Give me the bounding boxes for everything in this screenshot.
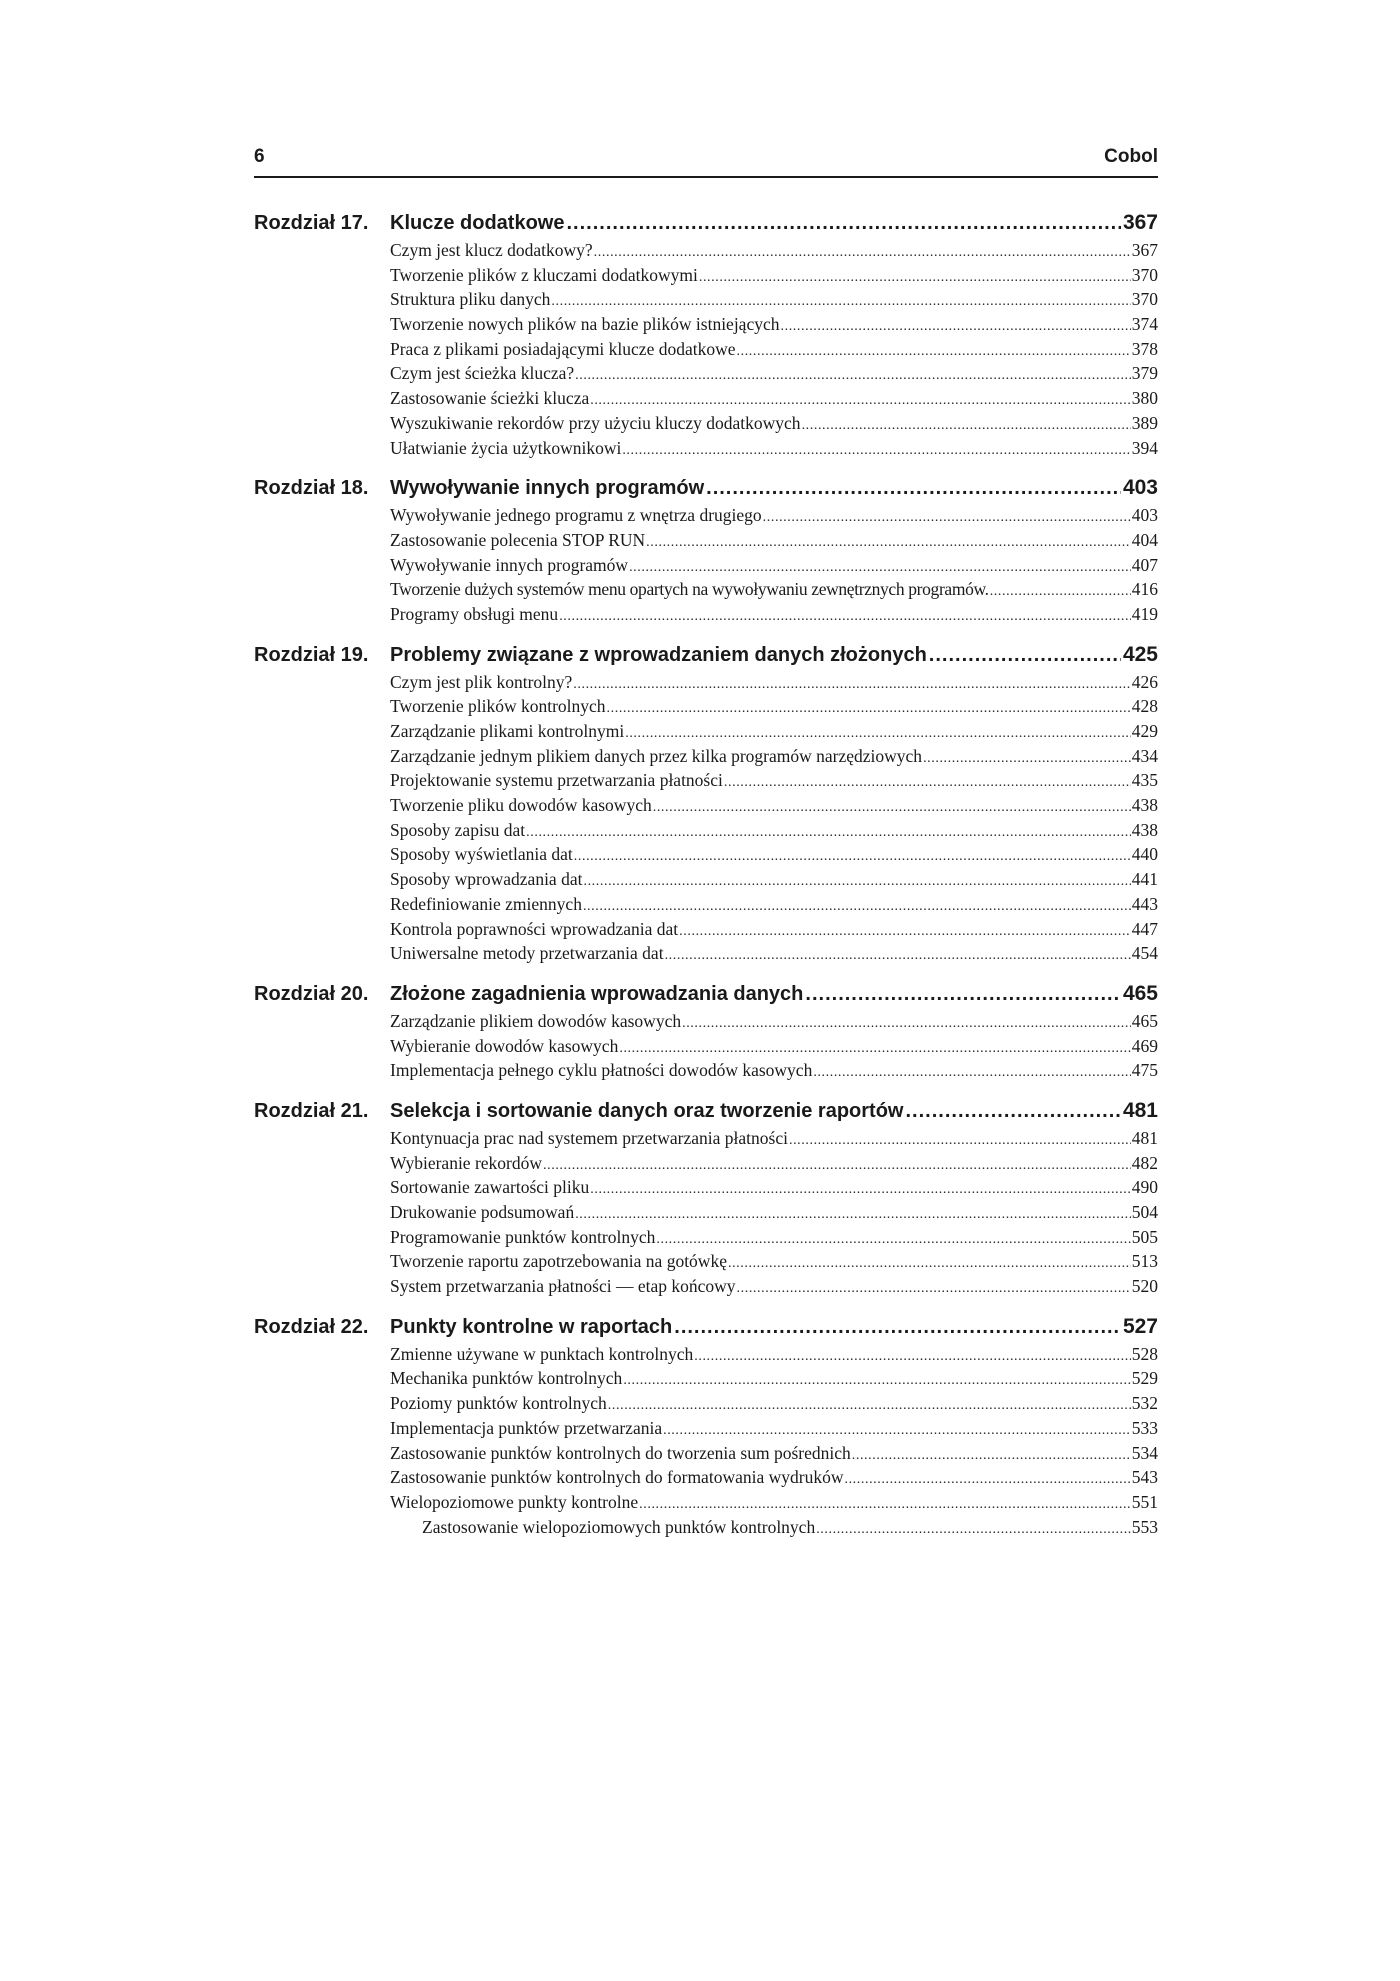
toc-entry[interactable] xyxy=(254,1342,1158,1367)
entry-page-number: 504 xyxy=(1131,1202,1158,1222)
entry-title: Wybieranie dowodów kasowych xyxy=(390,1035,619,1056)
entry-page-number: 389 xyxy=(1131,412,1158,433)
toc-entry[interactable] xyxy=(254,361,1158,386)
dot-leader xyxy=(674,1312,1121,1342)
entry-page-number: 505 xyxy=(1131,1226,1158,1247)
toc-entry[interactable] xyxy=(254,1391,1158,1416)
dot-leader xyxy=(590,1178,1130,1203)
dot-leader xyxy=(805,979,1121,1009)
entry-page-number: 378 xyxy=(1131,338,1158,359)
chapter-heading[interactable] xyxy=(254,640,1158,670)
entry-title: Tworzenie dużych systemów menu opartych na wywoływaniu zewnętrznych programów. xyxy=(390,579,989,600)
toc-entry[interactable] xyxy=(254,1465,1158,1490)
entry-page-number: 435 xyxy=(1131,770,1158,791)
entry-title: Zarządzanie plikiem dowodów kasowych xyxy=(390,1010,682,1031)
dot-leader xyxy=(575,364,1131,389)
chapter-page-number: 465 xyxy=(1122,981,1158,1005)
entry-title: Tworzenie plików kontrolnych xyxy=(390,696,606,717)
entry-page-number: 416 xyxy=(1131,579,1158,600)
entry-title: Programowanie punktów kontrolnych xyxy=(390,1226,656,1247)
toc-entry[interactable] xyxy=(254,337,1158,362)
dot-leader xyxy=(813,1061,1130,1086)
chapter-heading[interactable] xyxy=(254,208,1158,238)
toc-entry[interactable] xyxy=(254,1151,1158,1176)
entry-title: Tworzenie plików z kluczami dodatkowymi xyxy=(390,264,698,285)
toc-entry[interactable] xyxy=(254,1515,1158,1540)
entry-title: Tworzenie pliku dowodów kasowych xyxy=(390,795,652,816)
entry-title: Drukowanie podsumowań xyxy=(390,1202,575,1222)
entry-title: Tworzenie raportu zapotrzebowania na gotówkę xyxy=(390,1251,727,1272)
entry-title: Wywoływanie jednego programu z wnętrza drugiego xyxy=(390,505,762,526)
chapter-section xyxy=(254,1096,1158,1299)
entry-page-number: 443 xyxy=(1131,893,1158,914)
dot-leader xyxy=(929,640,1121,670)
entry-page-number: 434 xyxy=(1131,745,1158,766)
entry-title: Zmienne używane w punktach kontrolnych xyxy=(390,1343,694,1364)
dot-leader xyxy=(699,266,1131,291)
chapter-label: Rozdział 20. xyxy=(254,982,369,1005)
entry-title: Sposoby wprowadzania dat xyxy=(390,869,583,890)
entry-title: Wybieranie rekordów xyxy=(390,1152,543,1173)
entry-page-number: 379 xyxy=(1131,363,1158,384)
dot-leader xyxy=(623,1369,1130,1394)
entry-page-number: 374 xyxy=(1131,314,1158,335)
entry-title: Implementacja punktów przetwarzania xyxy=(390,1417,663,1438)
chapter-section xyxy=(254,979,1158,1083)
dot-leader xyxy=(679,920,1131,945)
chapter-section xyxy=(254,640,1158,966)
toc-entry[interactable] xyxy=(254,411,1158,436)
dot-leader xyxy=(608,1394,1131,1419)
entry-title: Uniwersalne metody przetwarzania dat xyxy=(390,943,664,964)
dot-leader xyxy=(694,1345,1131,1370)
toc-entry[interactable] xyxy=(254,670,1158,695)
entry-page-number: 370 xyxy=(1131,264,1158,285)
chapter-title: Punkty kontrolne w raportach xyxy=(390,1315,673,1338)
dot-leader xyxy=(622,439,1130,464)
entry-title: Zastosowanie wielopoziomowych punktów kontrolnych xyxy=(422,1516,816,1537)
entry-page-number: 419 xyxy=(1131,603,1158,624)
toc-entry[interactable] xyxy=(254,719,1158,744)
entry-title: System przetwarzania płatności — etap końcowy xyxy=(390,1276,736,1297)
dot-leader xyxy=(526,821,1131,846)
toc-entry[interactable] xyxy=(254,1225,1158,1250)
chapter-section xyxy=(254,208,1158,460)
entry-page-number: 482 xyxy=(1131,1152,1158,1173)
entry-page-number: 490 xyxy=(1131,1177,1158,1198)
entry-page-number: 407 xyxy=(1131,554,1158,575)
entry-page-number: 428 xyxy=(1131,696,1158,717)
toc-entry[interactable] xyxy=(254,1034,1158,1059)
chapter-title: Problemy związane z wprowadzaniem danych złożonych xyxy=(390,643,927,666)
dot-leader xyxy=(763,506,1131,531)
entry-title: Czym jest plik kontrolny? xyxy=(390,671,573,692)
dot-leader xyxy=(583,870,1130,895)
chapter-page-number: 403 xyxy=(1122,476,1158,500)
dot-leader xyxy=(990,580,1131,605)
entry-title: Czym jest ścieżka klucza? xyxy=(390,363,575,384)
dot-leader xyxy=(646,531,1131,556)
toc-entry[interactable] xyxy=(254,793,1158,818)
dot-leader xyxy=(737,340,1131,365)
entry-title: Sposoby zapisu dat xyxy=(390,819,526,840)
toc-entry[interactable] xyxy=(254,892,1158,917)
entry-page-number: 469 xyxy=(1131,1035,1158,1056)
dot-leader xyxy=(665,944,1131,969)
chapter-label: Rozdział 18. xyxy=(254,477,369,500)
chapter-label: Rozdział 19. xyxy=(254,643,369,666)
toc-entry[interactable] xyxy=(254,312,1158,337)
entry-page-number: 429 xyxy=(1131,721,1158,741)
entry-page-number: 441 xyxy=(1131,869,1158,890)
chapter-section xyxy=(254,473,1158,626)
entry-page-number: 513 xyxy=(1131,1251,1158,1272)
entry-title: Tworzenie nowych plików na bazie plików istniejących xyxy=(390,314,780,335)
chapter-heading[interactable] xyxy=(254,979,1158,1009)
chapter-title: Złożone zagadnienia wprowadzania danych xyxy=(390,982,804,1005)
chapter-label: Rozdział 17. xyxy=(254,212,369,234)
dot-leader xyxy=(682,1012,1131,1037)
dot-leader xyxy=(656,1228,1130,1253)
toc-entry[interactable] xyxy=(254,602,1158,627)
book-title: Cobol xyxy=(1104,146,1158,167)
entry-title: Praca z plikami posiadającymi klucze dodatkowe xyxy=(390,338,736,359)
chapter-label: Rozdział 22. xyxy=(254,1315,369,1338)
toc-entry[interactable] xyxy=(254,528,1158,553)
dot-leader xyxy=(737,1277,1131,1302)
running-header xyxy=(254,146,1158,178)
entry-title: Redefiniowanie zmiennych xyxy=(390,893,582,914)
toc-entry[interactable] xyxy=(254,1441,1158,1466)
toc-entry[interactable] xyxy=(254,577,1158,602)
chapter-title: Selekcja i sortowanie danych oraz tworzenie raportów xyxy=(390,1099,904,1122)
entry-page-number: 528 xyxy=(1131,1343,1158,1364)
dot-leader xyxy=(566,208,1120,238)
dot-leader xyxy=(706,473,1121,503)
toc-entry[interactable] xyxy=(254,744,1158,769)
entry-page-number: 380 xyxy=(1131,388,1158,409)
toc-entry[interactable] xyxy=(254,553,1158,578)
dot-leader xyxy=(724,771,1131,796)
dot-leader xyxy=(607,697,1131,722)
entry-title: Kontrola poprawności wprowadzania dat xyxy=(390,918,679,939)
toc-entry[interactable] xyxy=(254,1058,1158,1083)
entry-page-number: 426 xyxy=(1131,671,1158,692)
chapter-heading[interactable] xyxy=(254,473,1158,503)
toc-entry[interactable] xyxy=(254,386,1158,411)
chapter-heading[interactable] xyxy=(254,1096,1158,1126)
dot-leader xyxy=(575,1203,1131,1228)
dot-leader xyxy=(789,1129,1131,1154)
entry-title: Wielopoziomowe punkty kontrolne xyxy=(390,1491,639,1512)
entry-title: Zastosowanie polecenia STOP RUN xyxy=(390,529,646,550)
chapter-heading[interactable] xyxy=(254,1312,1158,1342)
toc-entry[interactable] xyxy=(254,287,1158,312)
dot-leader xyxy=(543,1154,1131,1179)
chapter-page-number: 481 xyxy=(1122,1098,1158,1122)
toc-entry[interactable] xyxy=(254,694,1158,719)
entry-title: Implementacja pełnego cyklu płatności dowodów kasowych xyxy=(390,1060,813,1081)
entry-page-number: 438 xyxy=(1131,819,1158,840)
toc-entry[interactable] xyxy=(254,917,1158,942)
entry-title: Struktura pliku danych xyxy=(390,289,551,310)
toc-entry[interactable] xyxy=(254,941,1158,966)
entry-page-number: 520 xyxy=(1131,1276,1158,1297)
entry-title: Wyszukiwanie rekordów przy użyciu kluczy dodatkowych xyxy=(390,412,801,433)
table-of-contents xyxy=(254,208,1158,1552)
dot-leader xyxy=(781,315,1131,340)
toc-entry[interactable] xyxy=(254,263,1158,288)
entry-page-number: 465 xyxy=(1131,1010,1158,1031)
entry-title: Czym jest klucz dodatkowy? xyxy=(390,240,593,260)
entry-page-number: 553 xyxy=(1131,1516,1158,1537)
entry-title: Projektowanie systemu przetwarzania płatności xyxy=(390,770,723,791)
toc-entry[interactable] xyxy=(254,867,1158,892)
dot-leader xyxy=(844,1468,1130,1493)
entry-page-number: 447 xyxy=(1131,918,1158,939)
toc-entry[interactable] xyxy=(254,1126,1158,1151)
toc-entry[interactable] xyxy=(254,1366,1158,1391)
toc-entry[interactable] xyxy=(254,238,1158,263)
toc-entry[interactable] xyxy=(254,1416,1158,1441)
entry-page-number: 403 xyxy=(1131,505,1158,526)
entry-title: Sortowanie zawartości pliku xyxy=(390,1177,590,1198)
entry-title: Sposoby wyświetlania dat xyxy=(390,844,573,865)
dot-leader xyxy=(728,1252,1131,1277)
entry-title: Zastosowanie punktów kontrolnych do tworzenia sum pośrednich xyxy=(390,1442,851,1463)
toc-entry[interactable] xyxy=(254,768,1158,793)
entry-page-number: 394 xyxy=(1131,437,1158,458)
dot-leader xyxy=(559,605,1131,630)
entry-page-number: 529 xyxy=(1131,1368,1158,1389)
toc-entry[interactable] xyxy=(254,818,1158,843)
page-number: 6 xyxy=(254,146,265,167)
toc-entry[interactable] xyxy=(254,842,1158,867)
dot-leader xyxy=(852,1444,1131,1469)
entry-title: Mechanika punktów kontrolnych xyxy=(390,1368,623,1389)
entry-page-number: 532 xyxy=(1131,1393,1158,1414)
entry-page-number: 367 xyxy=(1131,240,1158,260)
entry-title: Zastosowanie ścieżki klucza xyxy=(390,388,590,409)
toc-entry[interactable] xyxy=(254,503,1158,528)
toc-entry[interactable] xyxy=(254,1200,1158,1225)
entry-page-number: 475 xyxy=(1131,1060,1158,1081)
dot-leader xyxy=(816,1518,1131,1543)
toc-entry[interactable] xyxy=(254,1009,1158,1034)
entry-page-number: 404 xyxy=(1131,529,1158,550)
entry-page-number: 454 xyxy=(1131,943,1158,964)
toc-entry[interactable] xyxy=(254,1274,1158,1299)
entry-page-number: 551 xyxy=(1131,1491,1158,1512)
entry-title: Zastosowanie punktów kontrolnych do formatowania wydruków xyxy=(390,1467,844,1488)
entry-page-number: 370 xyxy=(1131,289,1158,310)
entry-title: Wywoływanie innych programów xyxy=(390,554,629,575)
dot-leader xyxy=(802,414,1131,439)
entry-page-number: 481 xyxy=(1131,1127,1158,1148)
dot-leader xyxy=(905,1096,1120,1126)
toc-entry[interactable] xyxy=(254,1175,1158,1200)
entry-title: Programy obsługi menu xyxy=(390,603,559,624)
entry-page-number: 533 xyxy=(1131,1417,1158,1438)
chapter-title: Wywoływanie innych programów xyxy=(390,477,705,500)
entry-title: Ułatwianie życia użytkownikowi xyxy=(390,437,622,458)
chapter-label: Rozdział 21. xyxy=(254,1099,369,1122)
entry-page-number: 543 xyxy=(1131,1467,1158,1488)
entry-title: Zarządzanie jednym plikiem danych przez kilka programów narzędziowych xyxy=(390,745,923,766)
entry-page-number: 534 xyxy=(1131,1442,1158,1463)
toc-entry[interactable] xyxy=(254,436,1158,461)
chapter-page-number: 425 xyxy=(1122,642,1158,666)
dot-leader xyxy=(923,747,1131,772)
toc-entry[interactable] xyxy=(254,1490,1158,1515)
toc-entry[interactable] xyxy=(254,1249,1158,1274)
entry-title: Zarządzanie plikami kontrolnymi xyxy=(390,721,625,741)
dot-leader xyxy=(653,796,1131,821)
chapter-title: Klucze dodatkowe xyxy=(390,212,565,234)
dot-leader xyxy=(573,673,1130,698)
chapter-page-number: 367 xyxy=(1122,211,1158,234)
entry-page-number: 438 xyxy=(1131,795,1158,816)
chapter-section xyxy=(254,1312,1158,1540)
dot-leader xyxy=(574,845,1131,870)
entry-title: Poziomy punktów kontrolnych xyxy=(390,1393,607,1414)
chapter-page-number: 527 xyxy=(1122,1314,1158,1338)
entry-title: Kontynuacja prac nad systemem przetwarzania płatności xyxy=(390,1127,788,1148)
entry-page-number: 440 xyxy=(1131,844,1158,865)
